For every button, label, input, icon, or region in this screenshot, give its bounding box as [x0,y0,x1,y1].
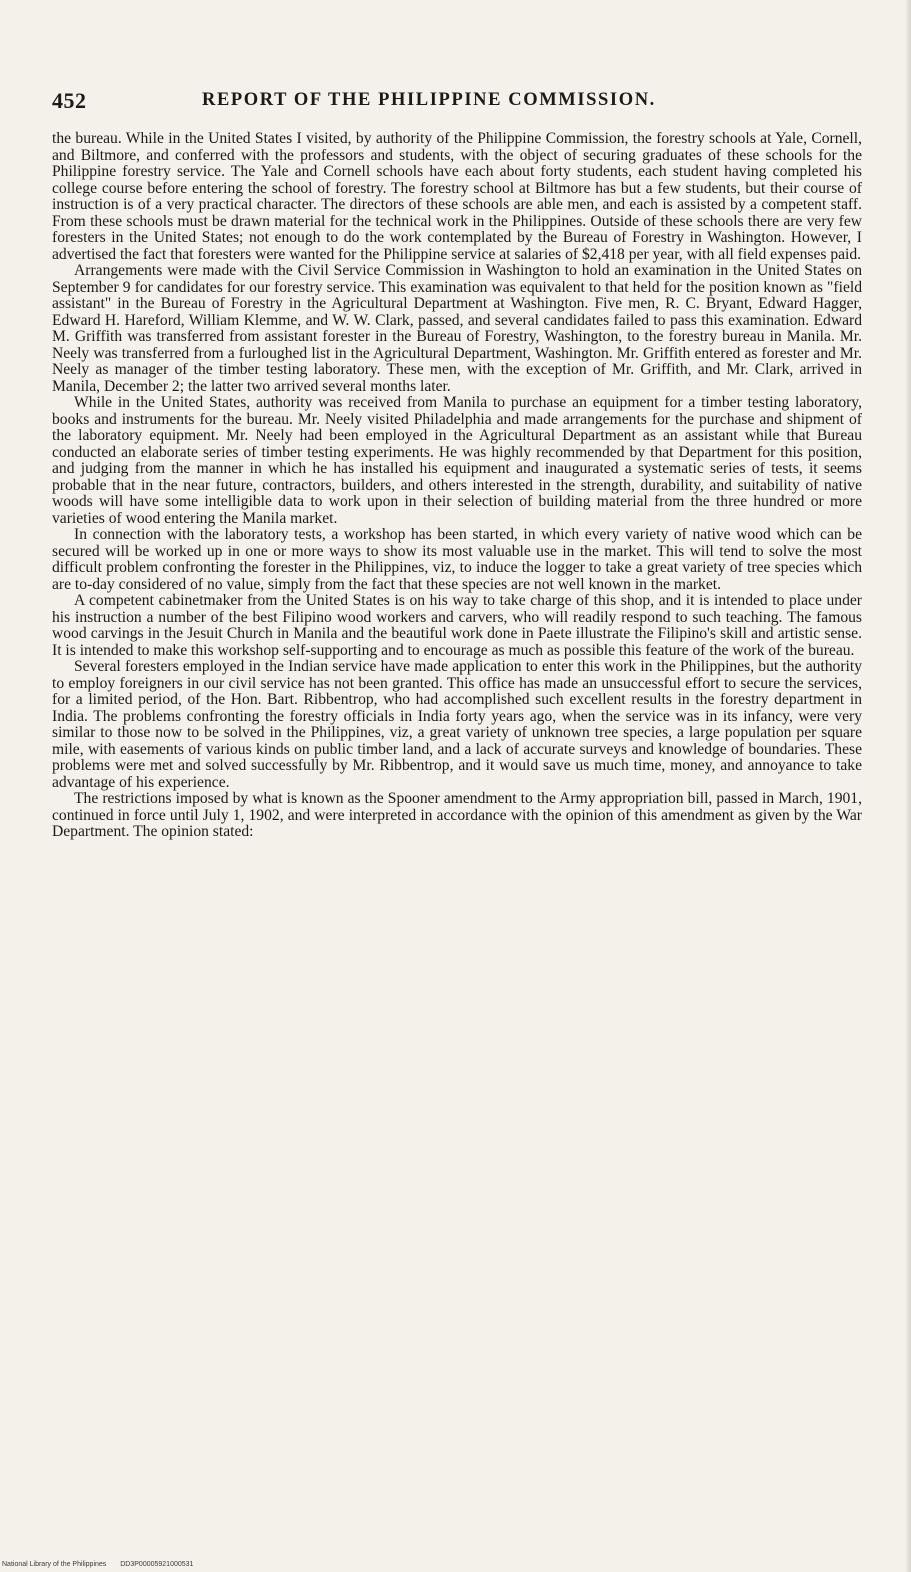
footer-identifier: DD3P00005921000531 [120,1561,194,1568]
running-head: REPORT OF THE PHILIPPINE COMMISSION. [202,90,656,110]
paragraph-workshop: In connection with the laboratory tests, a workshop has been started, in which every variety of native wood which can be secured will be worked up in one or more ways to show its most valuable use in the market. This will tend to solve the most difficult problem confronting the forester in the Philippines, viz, to induce the logger to take a great variety of tree species which are to-day considered of no value, simply from the fact that these species are not well known in the market. [52,526,862,593]
page-edge-shadow [905,0,911,1572]
body-text [52,131,862,841]
paragraph-timber-testing-laboratory: While in the United States, authority was received from Manila to purchase an equipment for a timber testing laboratory, books and instruments for the bureau. Mr. Neely visited Philadelphia and made arrangements for the purchase and shipment of the laboratory equipment. Mr. Neely had been employed in the Agricultural Department as an assistant while that Bureau conducted an elaborate series of timber testing experiments. He was highly recommended by that Department for this position, and judging from the manner in which he has installed his equipment and inaugurated a systematic series of tests, it seems probable that in the near future, contractors, builders, and others interested in the strength, durability, and suitability of native woods will have some intelligible data to work upon in their selection of building material from the three hundred or more varieties of wood entering the Manila market. [52,394,862,527]
paragraph-indian-service-foresters: Several foresters employed in the Indian service have made application to enter this work in the Philippines, but the authority to employ foreigners in our civil service has not been granted. This office has made an unsuccessful effort to secure the services, for a limited period, of the Hon. Bart. Ribbentrop, who had accomplished such excellent results in the forestry department in India. The problems confronting the forestry officials in India forty years ago, when the service was in its infancy, were very similar to those now to be solved in the Philippines, viz, a great variety of unknown tree species, a large population per square mile, with easements of various kinds on public timber land, and a lack of accurate surveys and knowledge of boundaries. These problems were met and solved successfully by Mr. Ribbentrop, and it would save us much time, money, and annoyance to take advantage of his experience. [52,658,862,791]
paragraph-bureau-continuation: the bureau. While in the United States I visited, by authority of the Philippine Commission, the forestry schools at Yale, Cornell, and Biltmore, and conferred with the professors and students, with the object of securing graduates of these schools for the Philippine forestry service. The Yale and Cornell schools have each about forty students, each student having completed his college course before entering the school of forestry. The forestry school at Biltmore has but a few students, but their course of instruction is of a very practical character. The directors of these schools are able men, and each is assisted by a competent staff. From these schools must be drawn material for the technical work in the Philippines. Outside of these schools there are very few foresters in the United States; not enough to do the work contemplated by the Bureau of Forestry in Washington. However, I advertised the fact that foresters were wanted for the Philippine service at salaries of $2,418 per year, with all field expenses paid. [52,130,862,263]
page-number: 452 [52,88,87,113]
paragraph-cabinetmaker: A competent cabinetmaker from the United States is on his way to take charge of this shop, and it is intended to place under his instruction a number of the best Filipino wood workers and carvers, who will readily respond to such teaching. The famous wood carvings in the Jesuit Church in Manila and the beautiful work done in Paete illustrate the Filipino's skill and artistic sense. It is intended to make this workshop self-supporting and to encourage as much as possible this feature of the work of the bureau. [52,592,862,659]
footer-library: National Library of the Philippines [2,1561,107,1568]
scan-footer [2,1561,193,1568]
paragraph-civil-service-examination: Arrangements were made with the Civil Service Commission in Washington to hold an examination in the United States on September 9 for candidates for our forestry service. This examination was equivalent to that held for the position known as "field assistant" in the Bureau of Forestry in the Agricultural Department at Washington. Five men, R. C. Bryant, Edward Hagger, Edward H. Hareford, William Klemme, and W. W. Clark, passed, and several candidates failed to pass this examination. Edward M. Griffith was transferred from assistant forester in the Bureau of Forestry, Washington, to the forestry bureau in Manila. Mr. Neely was transferred from a furloughed list in the Agricultural Department, Washington. Mr. Griffith entered as forester and Mr. Neely as manager of the timber testing laboratory. These men, with the exception of Mr. Griffith, and Mr. Clark, arrived in Manila, December 2; the latter two arrived several months later. [52,262,862,395]
paragraph-spooner-amendment: The restrictions imposed by what is known as the Spooner amendment to the Army appropriation bill, passed in March, 1901, continued in force until July 1, 1902, and were interpreted in accordance with the opinion of this amendment as given by the War Department. The opinion stated: [52,790,862,840]
